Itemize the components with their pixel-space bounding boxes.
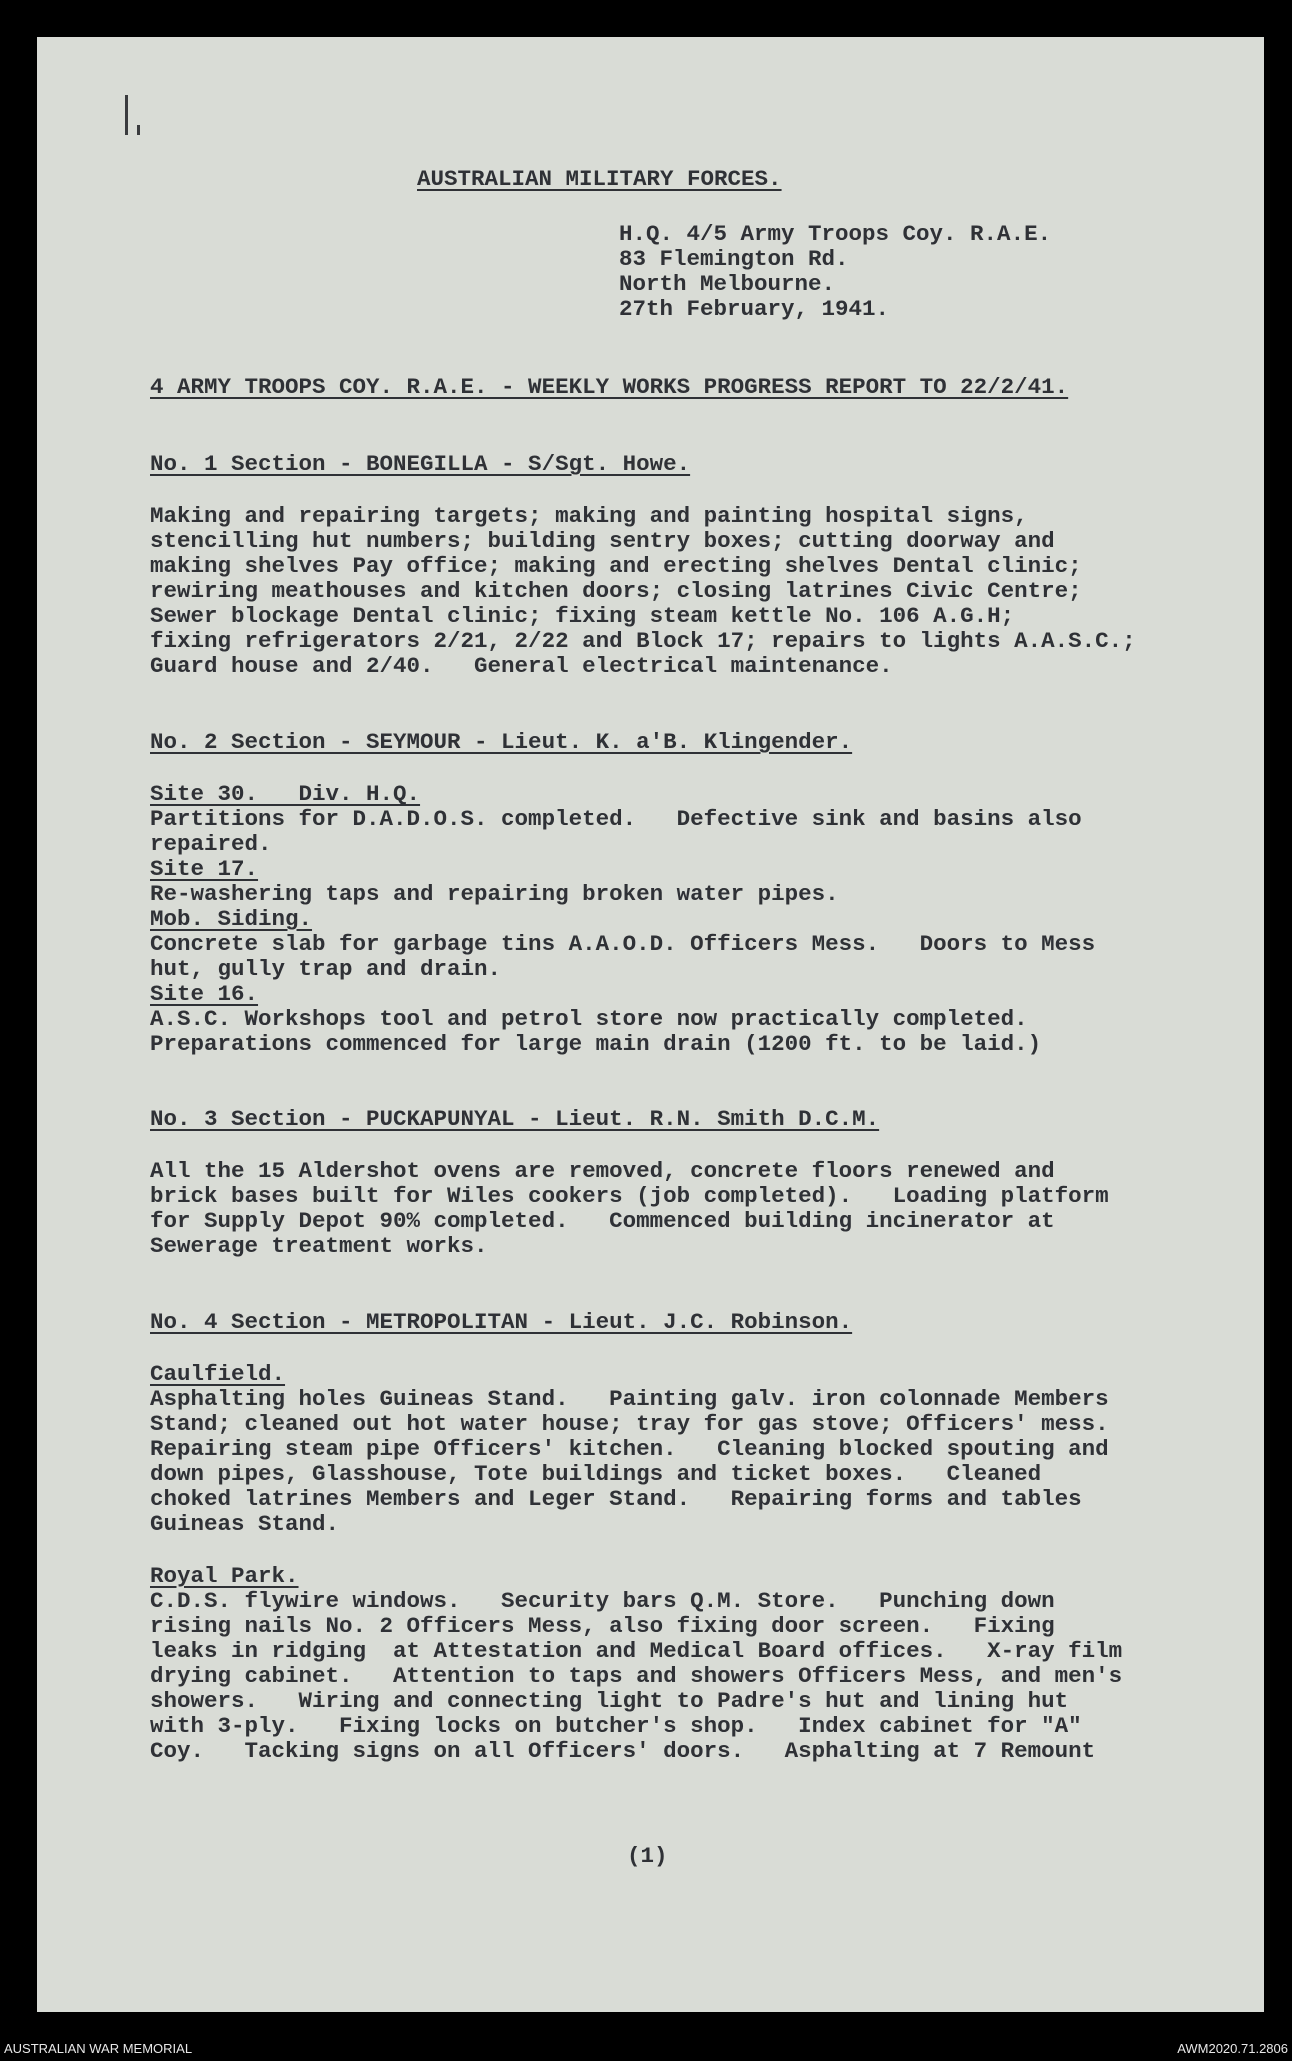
report-line: down pipes, Glasshouse, Tote buildings and ticket boxes. Cleaned xyxy=(150,1461,1042,1487)
report-line: leaks in ridging at Attestation and Medical Board offices. X-ray film xyxy=(150,1638,1123,1664)
address-line: 83 Flemington Rd. xyxy=(619,246,849,272)
address-line: 27th February, 1941. xyxy=(619,296,890,322)
report-line: brick bases built for Wiles cookers (job completed). Loading platform xyxy=(150,1183,1109,1209)
report-line: Sewer blockage Dental clinic; fixing steam kettle No. 106 A.G.H; xyxy=(150,603,1015,629)
section-heading: No. 1 Section - BONEGILLA - S/Sgt. Howe. xyxy=(150,451,691,477)
address-line: H.Q. 4/5 Army Troops Coy. R.A.E. xyxy=(619,221,1052,247)
report-line: Guineas Stand. xyxy=(150,1511,340,1537)
report-line: hut, gully trap and drain. xyxy=(150,956,502,982)
footer-credit: AUSTRALIAN WAR MEMORIAL xyxy=(4,2041,193,2056)
document-page xyxy=(37,37,1264,2012)
report-line: Coy. Tacking signs on all Officers' doors. Asphalting at 7 Remount xyxy=(150,1738,1096,1764)
site-heading: Royal Park. xyxy=(150,1563,299,1589)
report-line: Preparations commenced for large main drain (1200 ft. to be laid.) xyxy=(150,1031,1042,1057)
site-heading: Mob. Siding. xyxy=(150,906,313,932)
document-title: AUSTRALIAN MILITARY FORCES. xyxy=(417,166,782,192)
report-line: C.D.S. flywire windows. Security bars Q.M. Store. Punching down xyxy=(150,1588,1055,1614)
report-line: Partitions for D.A.D.O.S. completed. Defective sink and basins also xyxy=(150,806,1082,832)
section-heading: No. 2 Section - SEYMOUR - Lieut. K. a'B. Klingender. xyxy=(150,729,853,755)
site-heading: Caulfield. xyxy=(150,1361,286,1387)
report-line: Stand; cleaned out hot water house; tray for gas stove; Officers' mess. xyxy=(150,1411,1109,1437)
report-line: A.S.C. Workshops tool and petrol store now practically completed. xyxy=(150,1006,1028,1032)
report-line: Sewerage treatment works. xyxy=(150,1233,488,1259)
report-line: fixing refrigerators 2/21, 2/22 and Block 17; repairs to lights A.A.S.C.; xyxy=(150,628,1136,654)
report-line: showers. Wiring and connecting light to Padre's hut and lining hut xyxy=(150,1688,1069,1714)
report-line: Asphalting holes Guineas Stand. Painting galv. iron colonnade Members xyxy=(150,1386,1109,1412)
report-line: Repairing steam pipe Officers' kitchen. Cleaning blocked spouting and xyxy=(150,1436,1109,1462)
site-heading: Site 16. xyxy=(150,981,259,1007)
site-heading: Site 30. Div. H.Q. xyxy=(150,781,421,807)
report-line: Guard house and 2/40. General electrical maintenance. xyxy=(150,653,893,679)
footer-catalogue-id: AWM2020.71.2806 xyxy=(1177,2041,1288,2056)
report-line: All the 15 Aldershot ovens are removed, concrete floors renewed and xyxy=(150,1158,1055,1184)
address-line: North Melbourne. xyxy=(619,271,836,297)
report-line: Concrete slab for garbage tins A.A.O.D. Officers Mess. Doors to Mess xyxy=(150,931,1096,957)
report-line: with 3-ply. Fixing locks on butcher's shop. Index cabinet for "A" xyxy=(150,1713,1082,1739)
page-number: (1) xyxy=(627,1843,668,1869)
site-heading: Site 17. xyxy=(150,856,259,882)
report-line: rising nails No. 2 Officers Mess, also fixing door screen. Fixing xyxy=(150,1613,1055,1639)
section-heading: No. 4 Section - METROPOLITAN - Lieut. J.C. Robinson. xyxy=(150,1309,853,1335)
report-title: 4 ARMY TROOPS COY. R.A.E. - WEEKLY WORKS PROGRESS REPORT TO 22/2/41. xyxy=(150,374,1069,400)
report-line: Re-washering taps and repairing broken water pipes. xyxy=(150,881,839,907)
report-line: choked latrines Members and Leger Stand. Repairing forms and tables xyxy=(150,1486,1082,1512)
report-line: repaired. xyxy=(150,831,272,857)
report-line: Making and repairing targets; making and painting hospital signs, xyxy=(150,503,1028,529)
report-line: making shelves Pay office; making and erecting shelves Dental clinic; xyxy=(150,553,1082,579)
report-line: stencilling hut numbers; building sentry boxes; cutting doorway and xyxy=(150,528,1055,554)
report-line: drying cabinet. Attention to taps and showers Officers Mess, and men's xyxy=(150,1663,1123,1689)
report-line: for Supply Depot 90% completed. Commenced building incinerator at xyxy=(150,1208,1055,1234)
typed-report xyxy=(37,37,1264,2012)
report-line: rewiring meathouses and kitchen doors; closing latrines Civic Centre; xyxy=(150,578,1082,604)
section-heading: No. 3 Section - PUCKAPUNYAL - Lieut. R.N. Smith D.C.M. xyxy=(150,1106,880,1132)
